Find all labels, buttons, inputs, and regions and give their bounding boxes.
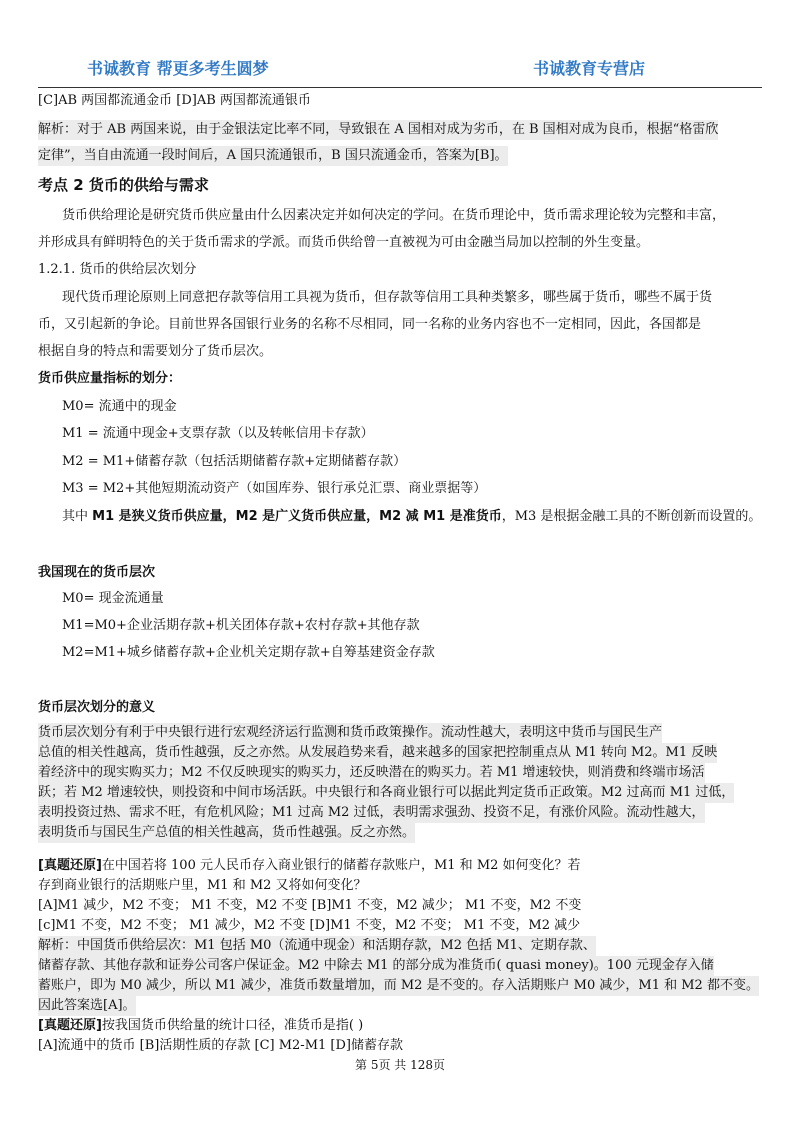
paragraph-line: 币，又引起新的争论。目前世界各国银行业务的名称不尽相同，同一名称的业务内容也不一定相同，因此，各国都是: [38, 317, 702, 332]
summary-prefix: 其中: [62, 509, 93, 524]
subsection-heading: 1.2.1. 货币的供给层次划分: [38, 262, 197, 277]
header-divider: [38, 87, 762, 88]
answer-line: 储蓄存款、其他存款和证券公司客户保证金。M2 中除去 M1 的部分成为准货币( quasi money)。100 元现金存入储: [38, 956, 714, 976]
summary-bold: M1 是狭义货币供应量，M2 是广义货币供应量，M2 减 M1 是准货币: [92, 509, 502, 524]
list-item: M1 = 流通中现金+支票存款（以及转帐信用卡存款）: [62, 426, 374, 441]
option-line: [A]流通中的货币 [B]活期性质的存款 [C] M2-M1 [D]储蓄存款: [38, 1038, 403, 1053]
answer-line: 定律”，当自由流通一段时间后，A 国只流通银币，B 国只流通金币，答案为[B]。: [38, 146, 508, 166]
option-line: [A]M1 减少，M2 不变； M1 不变，M2 不变 [B]M1 不变，M2 减少； M1 不变，M2 不变: [38, 898, 582, 913]
list-item: M3 = M2+其他短期流动资产（如国库券、银行承兑汇票、商业票据等）: [62, 481, 487, 496]
paragraph-line: 货币层次划分有利于中央银行进行宏观经济运行监测和货币政策操作。流动性越大，表明这中货币与国民生产: [38, 723, 662, 743]
question-text: 在中国若将 100 元人民币存入商业银行的储蓄存款账户，M1 和 M2 如何变化？若: [101, 858, 581, 873]
question-text: 按我国货币供给量的统计口径，准货币是指( ): [101, 1018, 364, 1033]
question-tag: [真题还原]: [38, 858, 102, 873]
section-heading: 考点 2 货币的供给与需求: [38, 176, 209, 194]
paragraph-line: 表明投资过热、需求不旺，有危机风险；M1 过高 M2 过低，表明需求强劲、投资不足，有涨价风险。流动性越大，: [38, 803, 705, 823]
summary-line: [62, 507, 761, 527]
bold-heading: 货币层次划分的意义: [38, 700, 156, 715]
paragraph-line: 现代货币理论原则上同意把存款等信用工具视为货币，但存款等信用工具种类繁多，哪些属于货币，哪些不属于货: [62, 290, 713, 305]
summary-suffix: ，M3 是根据金融工具的不断创新而设置的。: [501, 509, 762, 524]
answer-line: 解析：对于 AB 两国来说，由于金银法定比率不同，导致银在 A 国相对成为劣币，在 B 国相对成为良币，根据“格雷欣: [38, 120, 718, 140]
list-item: M0= 流通中的现金: [62, 399, 177, 414]
bold-heading: 我国现在的货币层次: [38, 565, 156, 580]
list-item: M1=M0+企业活期存款+机关团体存款+农村存款+其他存款: [62, 618, 420, 633]
paragraph-line: 并形成具有鲜明特色的关于货币需求的学派。而货币供给曾一直被视为可由金融当局加以控制的外生变量。: [38, 235, 650, 250]
option-line: [c]M1 不变，M2 不变； M1 减少，M2 不变 [D]M1 不变，M2 不变； M1 不变，M2 减少: [38, 918, 581, 933]
paragraph-line: 货币供给理论是研究货币供应量由什么因素决定并如何决定的学问。在货币理论中，货币需求理论较为完整和丰富，: [62, 208, 726, 223]
header-brand-slogan: 书诚教育 帮更多考生圆梦: [87, 59, 269, 78]
option-line: [C]AB 两国都流通金币 [D]AB 两国都流通银币: [38, 93, 311, 108]
header-store-name: 书诚教育专营店: [533, 59, 646, 78]
paragraph-line: 总值的相关性越高，货币性越强，反之亦然。从发展趋势来看，越来越多的国家把控制重点从 M1 转向 M2。M1 反映: [38, 743, 717, 763]
paragraph-line: 根据自身的特点和需要划分了货币层次。: [38, 344, 273, 359]
list-item: M2=M1+城乡储蓄存款+企业机关定期存款+自筹基建资金存款: [62, 645, 435, 660]
question-line: 存到商业银行的活期账户里，M1 和 M2 又将如何变化？: [38, 878, 367, 893]
paragraph-line: 表明货币与国民生产总值的相关性越高，货币性越强。反之亦然。: [38, 823, 415, 843]
bold-heading: 货币供应量指标的划分：: [38, 371, 182, 386]
answer-line: 因此答案选[A]。: [38, 996, 136, 1016]
answer-line: 解析：中国货币供给层次：M1 包括 M0（流通中现金）和活期存款，M2 色括 M1、定期存款、: [38, 936, 596, 956]
paragraph-line: 跃；若 M2 增速较快，则投资和中间市场活跃。中央银行和各商业银行可以据此判定货币正政策。M2 过高而 M1 过低，: [38, 783, 734, 803]
question-line: [38, 856, 581, 876]
list-item: M2 = M1+储蓄存款（包括活期储蓄存款+定期储蓄存款）: [62, 454, 407, 469]
question-line: [38, 1016, 363, 1036]
answer-line: 蓄账户，即为 M0 减少，所以 M1 减少，准货币数量增加，而 M2 是不变的。存入活期账户 M0 减少，M1 和 M2 都不变。: [38, 976, 759, 996]
list-item: M0= 现金流通量: [62, 591, 164, 606]
question-tag: [真题还原]: [38, 1018, 102, 1033]
page-footer: 第 5页 共 128页: [355, 1058, 445, 1072]
paragraph-line: 着经济中的现实购买力；M2 不仅反映现实的购买力，还反映潜在的购买力。若 M1 增速较快，则消费和终端市场活: [38, 763, 705, 783]
